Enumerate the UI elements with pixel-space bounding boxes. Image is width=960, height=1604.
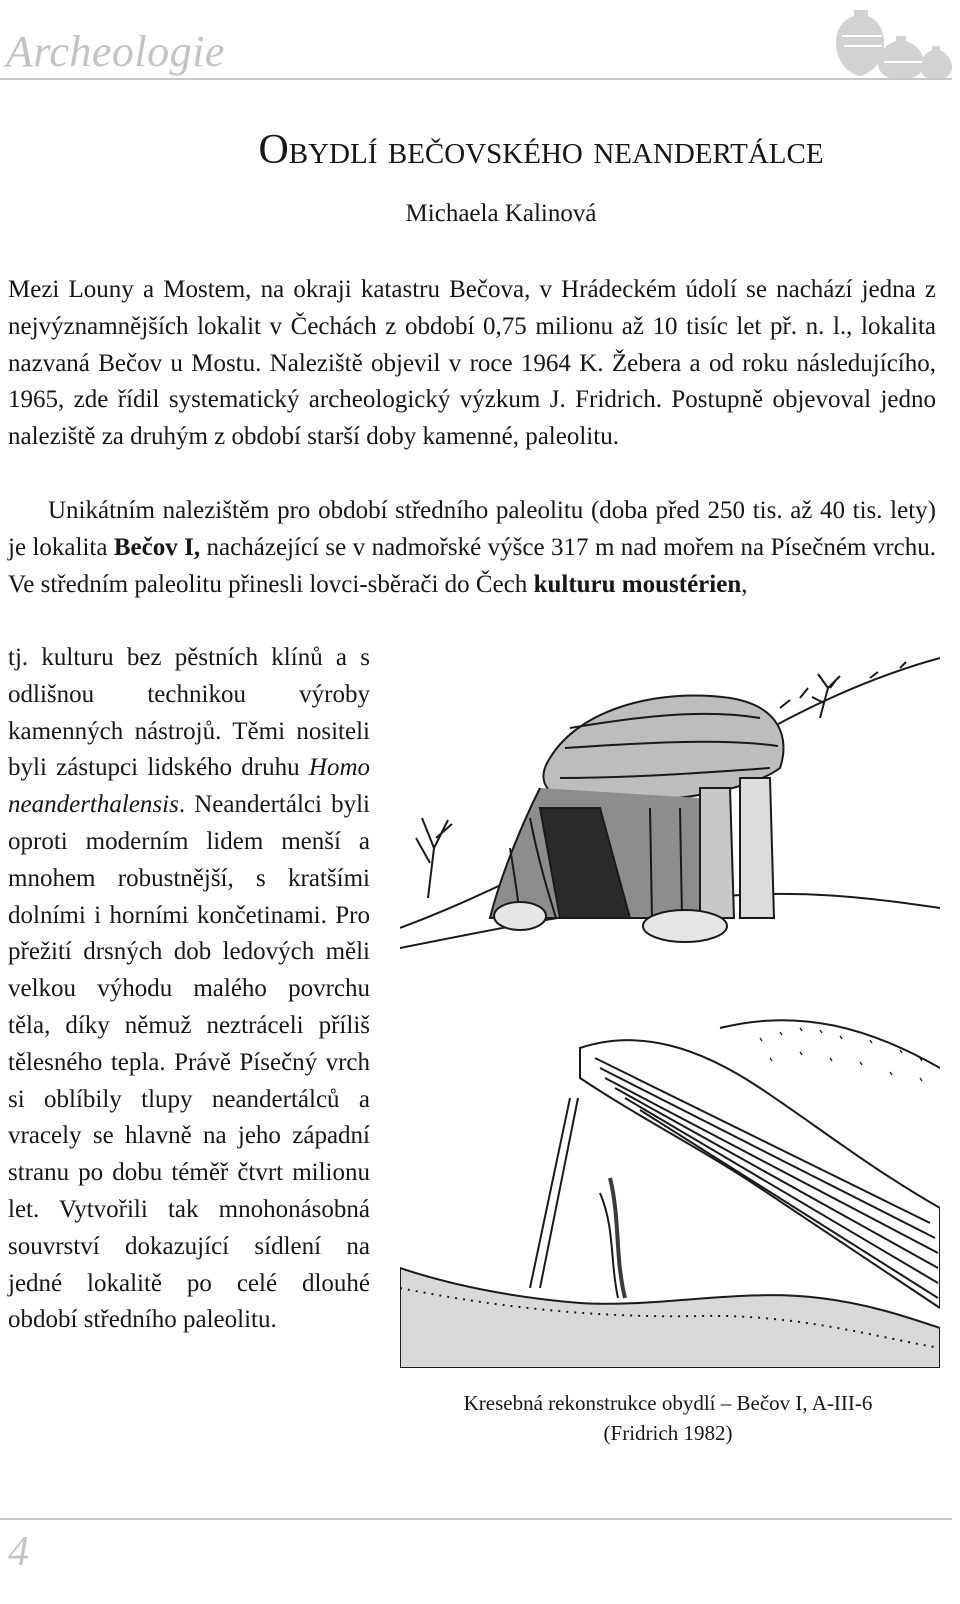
- paragraph-text: . Neandertálci byli oproti moderním lidem menší a mnohem robustnější, s kratšími dolními i horními končetinami. Pro přežití drsných dob ledových měli velkou výhodu malého povrchu těla, díky němuž neztráceli příliš tělesného tepla. Právě Písečný vrch si oblíbily tlupy neandertálců a vracely se hlavně na jeho západní stranu po dobu téměř čtvrt milionu let. Vytvořili tak mnohonásobná souvrství dokazující sídlení na jedné lokalitě po celé dlouhé období středního paleolitu.: [8, 791, 370, 1334]
- header-divider: [0, 78, 952, 80]
- figure-caption: [400, 1388, 936, 1448]
- footer-divider: [0, 1518, 952, 1520]
- site-name-bold: Bečov I,: [113, 533, 201, 561]
- section-title: Archeologie: [6, 27, 225, 76]
- paragraph-text: Unikátním nalezištěm pro období středního paleolitu (doba před 250 tis. až 40 tis. lety) je lokalita: [8, 497, 936, 561]
- culture-name-bold: kulturu moustérien: [533, 570, 742, 598]
- article-title: Obydlí bečovského neandertálce: [258, 127, 824, 173]
- pottery-vessels-icon: [832, 6, 956, 82]
- paragraph-text: tj. kulturu bez pěstních klínů a s odlišnou technikou výroby kamenných nástrojů. Těmi nositeli byli zástupci lidského druhu: [8, 644, 370, 782]
- paragraph-intro: Mezi Louny a Mostem, na okraji katastru Bečova, v Hrádeckém údolí se nachází jedna z nejvýznamnějších lokalit v Čechách z období 0,75 milionu až 10 tisíc let př. n. l., lokalita nazvaná Bečov u Mostu. Naleziště objevil v roce 1964 K. Žebera a od roku následujícího, 1965, zde řídil systematický archeologický výzkum J. Fridrich. Postupně objevoval jedno naleziště za druhým z období starší doby kamenné, paleolitu.: [8, 276, 936, 451]
- species-name-italic: Homo neanderthalensis: [8, 754, 370, 819]
- paragraph-text: ,: [741, 570, 748, 598]
- paragraph-text: nacházející se v nadmořské výšce 317 m nad mořem na Písečném vrchu. Ve středním paleolitu přinesli lovci-sběrači do Čech: [8, 533, 936, 598]
- paragraph-becov: [8, 493, 936, 603]
- page-number: 4: [8, 1529, 29, 1575]
- caption-line: Kresebná rekonstrukce obydlí – Bečov I, A-III-6: [463, 1391, 873, 1415]
- caption-line: (Fridrich 1982): [603, 1421, 733, 1445]
- paragraph-column: [8, 640, 370, 1339]
- dwelling-reconstruction-drawing: [400, 648, 940, 1368]
- article-author: Michaela Kalinová: [405, 200, 597, 227]
